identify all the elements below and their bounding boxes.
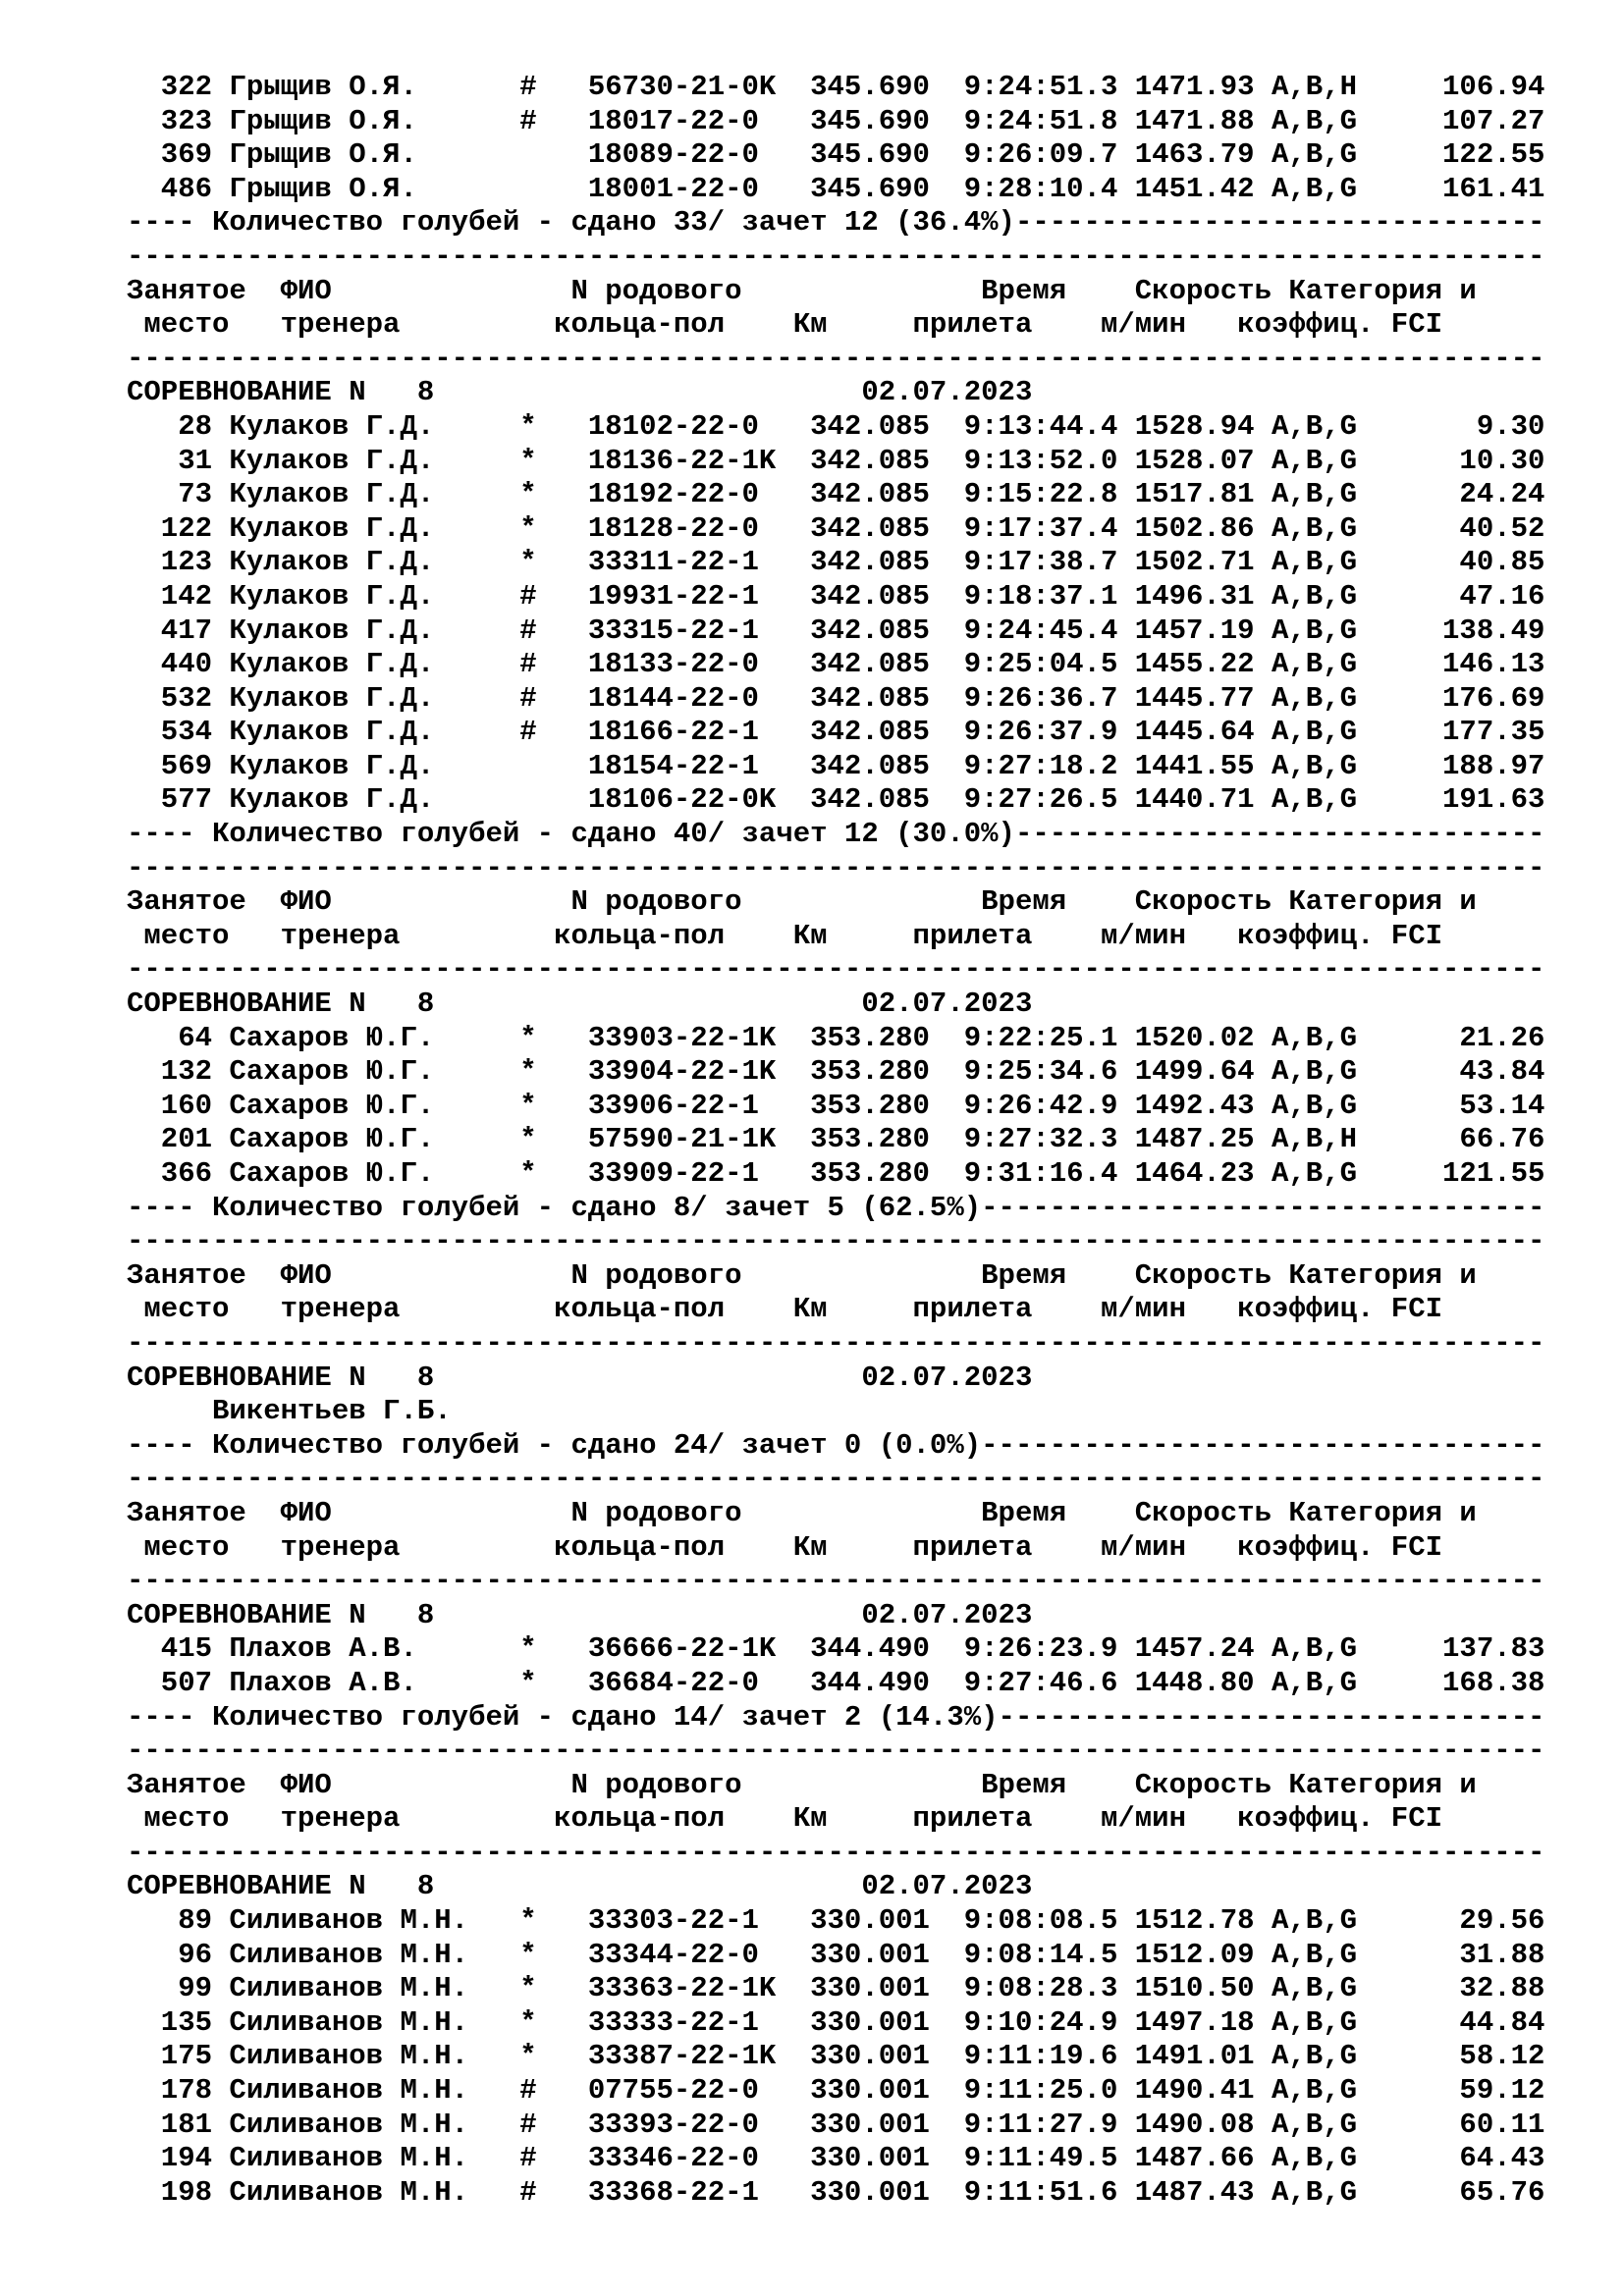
competition-line: СОРЕВНОВАНИЕ N 8 02.07.2023 <box>127 988 1033 1021</box>
summary-line: ---- Количество голубей - сдано 14/ зачет 2 (14.3%)-------------------------------- <box>127 1700 1545 1734</box>
table-row: 89 Силиванов М.Н. * 33303-22-1 330.001 9:08:08.5 1512.78 A,B,G 29.56 <box>127 1904 1545 1938</box>
summary-line: ---- Количество голубей - сдано 33/ зачет 12 (36.4%)------------------------------- <box>127 206 1545 240</box>
table-row: 181 Силиванов М.Н. # 33393-22-0 330.001 9:11:27.9 1490.08 A,B,G 60.11 <box>127 2108 1545 2141</box>
table-row: 160 Сахаров Ю.Г. * 33906-22-1 353.280 9:26:42.9 1492.43 A,B,G 53.14 <box>127 1089 1545 1122</box>
competition-line: СОРЕВНОВАНИЕ N 8 02.07.2023 <box>127 1361 1033 1394</box>
table-row: 366 Сахаров Ю.Г. * 33909-22-1 353.280 9:31:16.4 1464.23 A,B,G 121.55 <box>127 1157 1545 1190</box>
table-row: 73 Кулаков Г.Д. * 18192-22-0 342.085 9:15:22.8 1517.81 A,B,G 24.24 <box>127 478 1545 511</box>
divider: ----------------------------------------------------------------------------------- <box>127 1326 1545 1360</box>
competition-line: СОРЕВНОВАНИЕ N 8 02.07.2023 <box>127 376 1033 409</box>
column-header-line-1: Занятое ФИО N родового Время Скорость Категория и <box>127 1258 1477 1292</box>
divider: ----------------------------------------------------------------------------------- <box>127 342 1545 375</box>
table-row: 132 Сахаров Ю.Г. * 33904-22-1K 353.280 9:25:34.6 1499.64 A,B,G 43.84 <box>127 1055 1545 1089</box>
table-row: 96 Силиванов М.Н. * 33344-22-0 330.001 9:08:14.5 1512.09 A,B,G 31.88 <box>127 1938 1545 1971</box>
divider: ----------------------------------------------------------------------------------- <box>127 1735 1545 1768</box>
table-row: 415 Плахов А.В. * 36666-22-1K 344.490 9:26:23.9 1457.24 A,B,G 137.83 <box>127 1632 1545 1666</box>
table-row: 99 Силиванов М.Н. * 33363-22-1K 330.001 9:08:28.3 1510.50 A,B,G 32.88 <box>127 1972 1545 2005</box>
table-row: 569 Кулаков Г.Д. 18154-22-1 342.085 9:27:18.2 1441.55 A,B,G 188.97 <box>127 749 1545 782</box>
table-row: 31 Кулаков Г.Д. * 18136-22-1K 342.085 9:13:52.0 1528.07 A,B,G 10.30 <box>127 444 1545 477</box>
competition-line: СОРЕВНОВАНИЕ N 8 02.07.2023 <box>127 1598 1033 1631</box>
divider: ----------------------------------------------------------------------------------- <box>127 1565 1545 1598</box>
divider: ----------------------------------------------------------------------------------- <box>127 240 1545 273</box>
table-row: 178 Силиванов М.Н. # 07755-22-0 330.001 9:11:25.0 1490.41 A,B,G 59.12 <box>127 2074 1545 2108</box>
divider: ----------------------------------------------------------------------------------- <box>127 1463 1545 1496</box>
summary-line: ---- Количество голубей - сдано 8/ зачет 5 (62.5%)--------------------------------- <box>127 1191 1545 1224</box>
summary-line: ---- Количество голубей - сдано 40/ зачет 12 (30.0%)------------------------------- <box>127 818 1545 851</box>
column-header-line-1: Занятое ФИО N родового Время Скорость Категория и <box>127 274 1477 307</box>
table-row: 28 Кулаков Г.Д. * 18102-22-0 342.085 9:13:44.4 1528.94 A,B,G 9.30 <box>127 409 1545 443</box>
column-header-line-2: место тренера кольца-пол Км прилета м/мин коэффиц. FCI <box>127 308 1443 342</box>
table-row: 577 Кулаков Г.Д. 18106-22-0K 342.085 9:27:26.5 1440.71 A,B,G 191.63 <box>127 783 1545 817</box>
table-row: 194 Силиванов М.Н. # 33346-22-0 330.001 9:11:49.5 1487.66 A,B,G 64.43 <box>127 2142 1545 2175</box>
trainer-name-only: Викентьев Г.Б. <box>127 1395 452 1428</box>
column-header-line-1: Занятое ФИО N родового Время Скорость Категория и <box>127 1496 1477 1529</box>
column-header-line-1: Занятое ФИО N родового Время Скорость Категория и <box>127 885 1477 919</box>
divider: ----------------------------------------------------------------------------------- <box>127 953 1545 987</box>
column-header-line-2: место тренера кольца-пол Км прилета м/мин коэффиц. FCI <box>127 1293 1443 1326</box>
competition-line: СОРЕВНОВАНИЕ N 8 02.07.2023 <box>127 1870 1033 1903</box>
divider: ----------------------------------------------------------------------------------- <box>127 851 1545 884</box>
table-row: 322 Грыщив О.Я. # 56730-21-0K 345.690 9:24:51.3 1471.93 A,B,H 106.94 <box>127 71 1545 103</box>
table-row: 123 Кулаков Г.Д. * 33311-22-1 342.085 9:17:38.7 1502.71 A,B,G 40.85 <box>127 546 1545 579</box>
column-header-line-1: Занятое ФИО N родового Время Скорость Категория и <box>127 1768 1477 1801</box>
table-row: 417 Кулаков Г.Д. # 33315-22-1 342.085 9:24:45.4 1457.19 A,B,G 138.49 <box>127 614 1545 647</box>
table-row: 534 Кулаков Г.Д. # 18166-22-1 342.085 9:26:37.9 1445.64 A,B,G 177.35 <box>127 716 1545 749</box>
table-row: 369 Грыщив О.Я. 18089-22-0 345.690 9:26:09.7 1463.79 A,B,G 122.55 <box>127 138 1545 172</box>
results-printout <box>127 71 1544 2210</box>
table-row: 122 Кулаков Г.Д. * 18128-22-0 342.085 9:17:37.4 1502.86 A,B,G 40.52 <box>127 511 1545 545</box>
table-row: 142 Кулаков Г.Д. # 19931-22-1 342.085 9:18:37.1 1496.31 A,B,G 47.16 <box>127 579 1545 613</box>
table-row: 532 Кулаков Г.Д. # 18144-22-0 342.085 9:26:36.7 1445.77 A,B,G 176.69 <box>127 681 1545 715</box>
divider: ----------------------------------------------------------------------------------- <box>127 1225 1545 1258</box>
table-row: 135 Силиванов М.Н. * 33333-22-1 330.001 9:10:24.9 1497.18 A,B,G 44.84 <box>127 2005 1545 2039</box>
column-header-line-2: место тренера кольца-пол Км прилета м/мин коэффиц. FCI <box>127 919 1443 952</box>
summary-line: ---- Количество голубей - сдано 24/ зачет 0 (0.0%)--------------------------------- <box>127 1428 1545 1462</box>
table-row: 486 Грыщив О.Я. 18001-22-0 345.690 9:28:10.4 1451.42 A,B,G 161.41 <box>127 172 1545 205</box>
column-header-line-2: место тренера кольца-пол Км прилета м/мин коэффиц. FCI <box>127 1802 1443 1836</box>
table-row: 198 Силиванов М.Н. # 33368-22-1 330.001 9:11:51.6 1487.43 A,B,G 65.76 <box>127 2175 1545 2209</box>
table-row: 175 Силиванов М.Н. * 33387-22-1K 330.001 9:11:19.6 1491.01 A,B,G 58.12 <box>127 2040 1545 2073</box>
table-row: 440 Кулаков Г.Д. # 18133-22-0 342.085 9:25:04.5 1455.22 A,B,G 146.13 <box>127 648 1545 681</box>
table-row: 323 Грыщив О.Я. # 18017-22-0 345.690 9:24:51.8 1471.88 A,B,G 107.27 <box>127 104 1545 137</box>
table-row: 64 Сахаров Ю.Г. * 33903-22-1K 353.280 9:22:25.1 1520.02 A,B,G 21.26 <box>127 1021 1545 1054</box>
table-row: 201 Сахаров Ю.Г. * 57590-21-1K 353.280 9:27:32.3 1487.25 A,B,H 66.76 <box>127 1123 1545 1156</box>
column-header-line-2: место тренера кольца-пол Км прилета м/мин коэффиц. FCI <box>127 1530 1443 1564</box>
table-row: 507 Плахов А.В. * 36684-22-0 344.490 9:27:46.6 1448.80 A,B,G 168.38 <box>127 1666 1545 1699</box>
divider: ----------------------------------------------------------------------------------- <box>127 1836 1545 1869</box>
